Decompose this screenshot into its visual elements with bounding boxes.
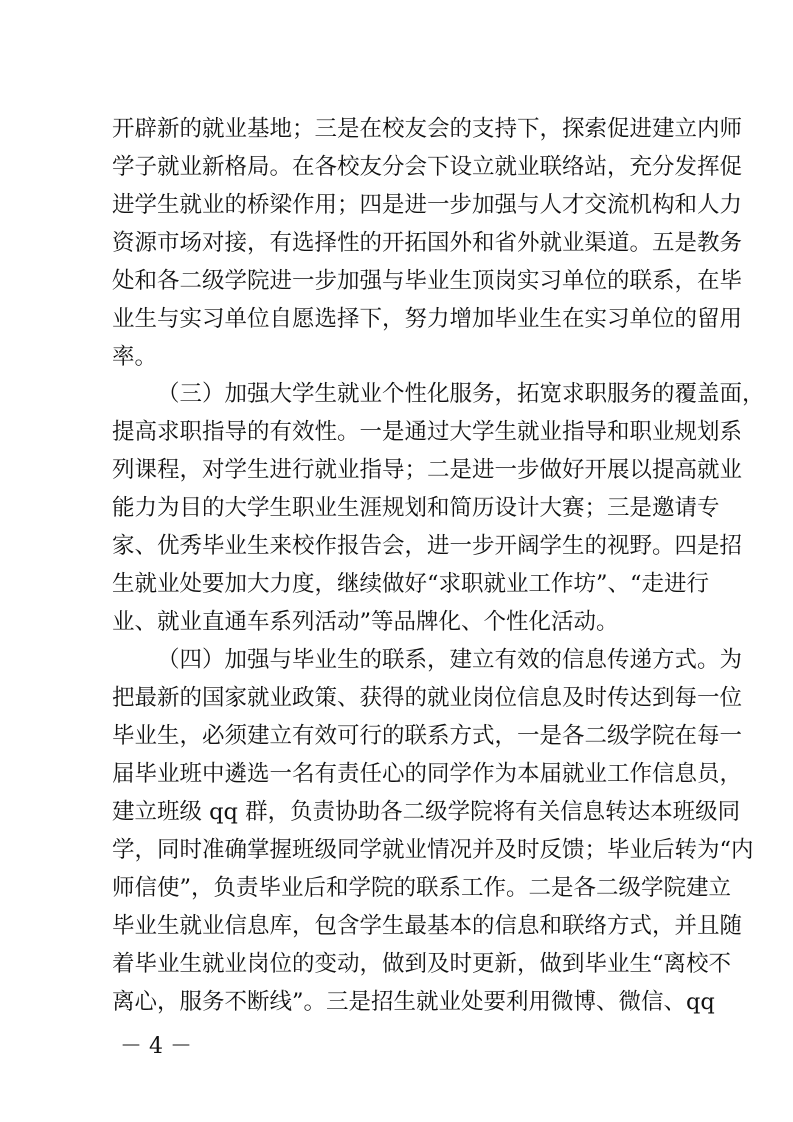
body-text-line: 学，同时准确掌握班级同学就业情况并及时反馈；毕业后转为“内: [112, 837, 754, 863]
body-text-line: 学子就业新格局。在各校友分会下设立就业联络站，充分发挥促: [112, 154, 743, 180]
body-text-line: 离心，服务不断线”。三是招生就业处要利用微博、微信、qq: [112, 989, 715, 1015]
page-number: － 4 －: [120, 1034, 192, 1059]
body-text-line: 建立班级 qq 群，负责协助各二级学院将有关信息转达本班级同: [112, 799, 741, 825]
body-text-line: 着毕业生就业岗位的变动，做到及时更新，做到毕业生“离校不: [112, 951, 732, 977]
body-text-line: 把最新的国家就业政策、获得的就业岗位信息及时传达到每一位: [112, 685, 743, 711]
body-text-line: 率。: [112, 344, 158, 370]
body-text-line: 开辟新的就业基地；三是在校友会的支持下，探索促进建立内师: [112, 116, 743, 142]
body-text-line: 列课程，对学生进行就业指导；二是进一步做好开展以提高就业: [112, 457, 743, 483]
body-text-line: 资源市场对接，有选择性的开拓国外和省外就业渠道。五是教务: [112, 230, 743, 256]
body-text-line: 业、就业直通车系列活动”等品牌化、个性化活动。: [112, 609, 619, 635]
body-text-line: 处和各二级学院进一步加强与毕业生顶岗实习单位的联系，在毕: [112, 268, 743, 294]
body-text-line: 业生与实习单位自愿选择下，努力增加毕业生在实习单位的留用: [112, 306, 743, 332]
body-text-line: 届毕业班中遴选一名有责任心的同学作为本届就业工作信息员，: [112, 761, 743, 787]
section-heading-line: （四）加强与毕业生的联系，建立有效的信息传递方式。为: [157, 647, 743, 673]
body-text-line: 家、优秀毕业生来校作报告会，进一步开阔学生的视野。四是招: [112, 533, 743, 559]
body-text-line: 能力为目的大学生职业生涯规划和简历设计大赛；三是邀请专: [112, 495, 720, 521]
body-text-line: 生就业处要加大力度，继续做好“求职就业工作坊”、“走进行: [112, 571, 710, 597]
body-text-line: 毕业生就业信息库，包含学生最基本的信息和联络方式，并且随: [112, 913, 743, 939]
section-heading-line: （三）加强大学生就业个性化服务，拓宽求职服务的覆盖面，: [157, 381, 765, 407]
body-text-line: 师信使”，负责毕业后和学院的联系工作。二是各二级学院建立: [112, 875, 732, 901]
body-text-line: 提高求职指导的有效性。一是通过大学生就业指导和职业规划系: [112, 419, 743, 445]
body-text-line: 进学生就业的桥梁作用；四是进一步加强与人才交流机构和人力: [112, 192, 743, 218]
body-text-line: 毕业生，必须建立有效可行的联系方式，一是各二级学院在每一: [112, 723, 743, 749]
